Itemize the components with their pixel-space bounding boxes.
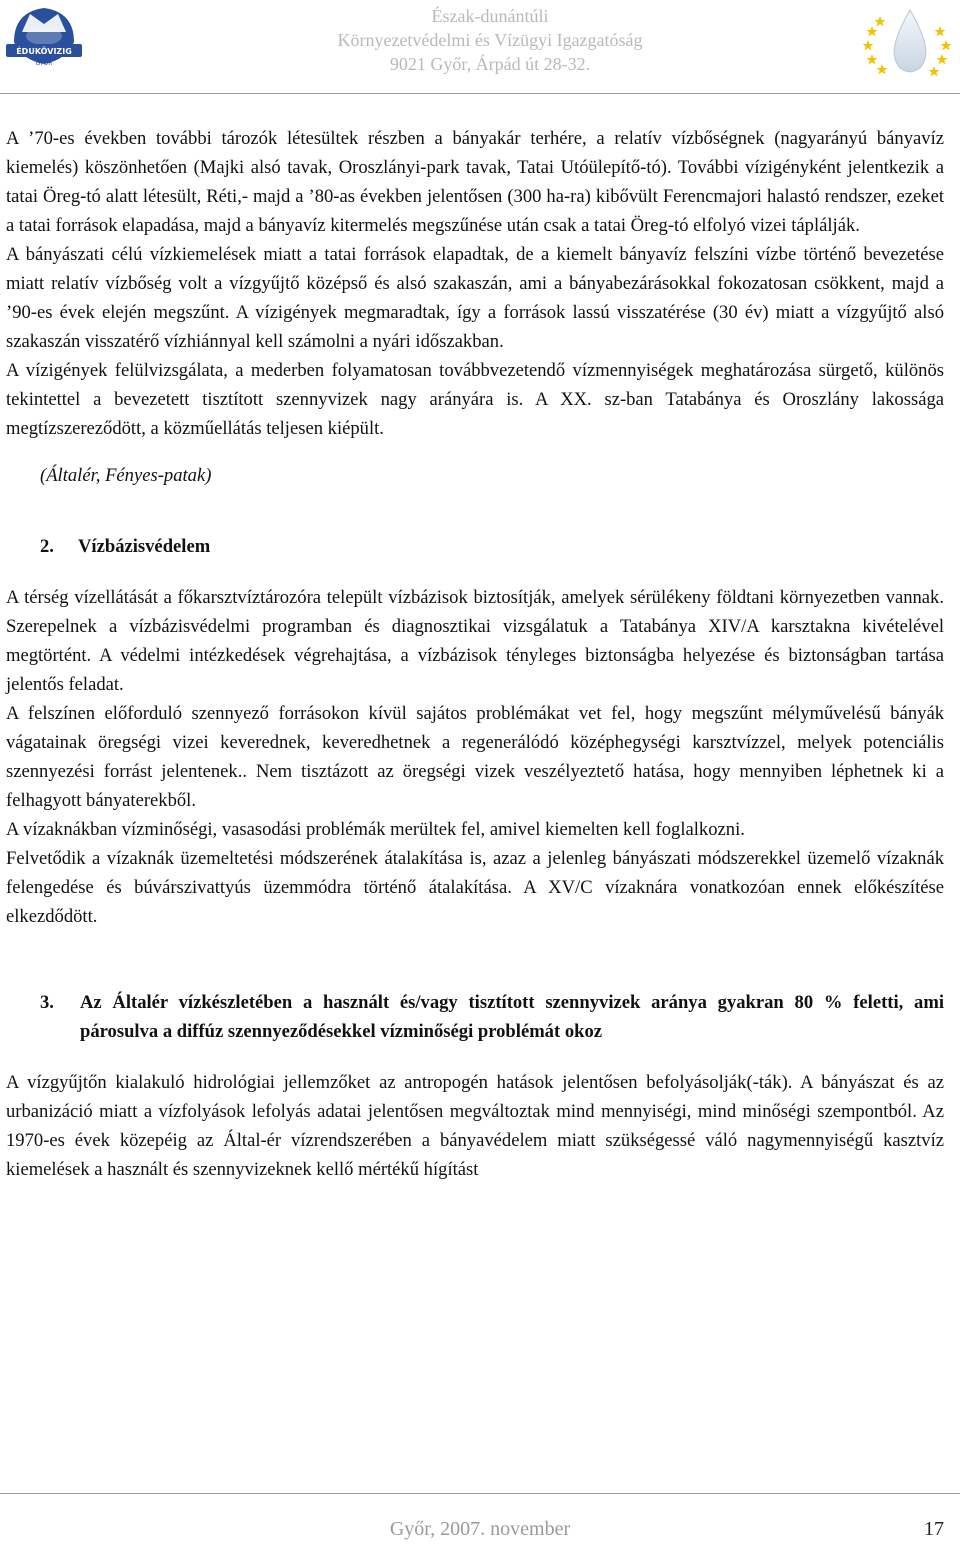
logo-text: ÉDUKÖVIZIG (16, 47, 72, 56)
footer-divider (0, 1493, 960, 1494)
section-heading-3 (6, 988, 944, 1046)
logo-city: GYŐR (35, 60, 53, 67)
paragraph: A vízigények felülvizsgálata, a mederben folyamatosan továbbvezetendő vízmennyiségek meghatározása sürgető, különös tekintettel a bevezetett tisztított szennyvizek nagy arányára is. A XX. sz-ban Tatabánya és Oroszlány lakossága megtízszereződött, a közműellátás teljesen kiépült. (6, 360, 944, 439)
section-number-wrap (6, 988, 80, 1046)
figure-caption: (Általér, Fényes-patak) (40, 465, 212, 486)
header-org-address: 9021 Győr, Árpád út 28-32. (389, 54, 591, 74)
page-number: 17 (924, 1518, 944, 1540)
paragraph: A felszínen előforduló szennyező forrásokon kívül sajátos problémákat vet fel, hogy megszűnt mélyművelésű bányák vágatainak öregségi vizei keverednek, keveredhetnek a regenerálódó középhegységi karsztvízzel, melyek potenciális szennyezési forrást jelentenek.. Nem tisztázott az öregségi vizek veszélyeztető hatása, hogy mennyiben léphetnek ki a felhagyott bányaterekből. (6, 703, 944, 811)
header-divider (0, 93, 960, 94)
paragraph: A térség vízellátását a főkarsztvíztározóra települt vízbázisok biztosítják, amelyek sérülékeny földtani környezetben vannak. Szerepelnek a vízbázisvédelmi programban és diagnosztikai vizsgálatuk a Tatabánya XIV/A karsztakna kivételével megtörtént. A védelmi intézkedések végrehajtása, a vízbázisok tényleges biztonságba helyezése és biztonságban tartása jelentős feladat. (6, 587, 944, 695)
section-heading-2 (40, 532, 944, 561)
header-org-subtitle: Környezetvédelmi és Vízügyi Igazgatóság (337, 30, 643, 50)
page-header (0, 0, 960, 96)
header-org-name: Észak-dunántúli (431, 6, 549, 26)
edukovizig-logo (4, 2, 84, 68)
paragraph: A ’70-es években további tározók létesültek részben a bányakár terhére, a relatív vízbőségnek (nagyarányú bányavíz kiemelés) köszönhetően (Majki alsó tavak, Oroszlányi-park tavak, Tatai Utóülepítő-tó). További vízigényként jelentkezik a tatai Öreg-tó alatt létesült, Réti,- majd a ’80-as években jelentősen (300 ha-ra) kibővült Ferencmajori halastó rendszer, ezeket a tatai források elapadása, majd a bányavíz kitermelés megszűnése után csak a tatai Öreg-tó elfolyó vizei táplálják. (6, 128, 944, 236)
paragraph: A vízgyűjtőn kialakuló hidrológiai jellemzőket az antropogén hatások jelentősen befolyásolják(-ták). A bányászat és az urbanizáció miatt a vízfolyások lefolyás adatai jelentősen megváltoztak mind mennyiségi, mind minőségi szempontból. Az 1970-es évek közepéig az Által-ér vízrendszerében a bányavédelem miatt szükségessé váló nagymennyiségű kasztvíz kiemelések a használt és szennyvizeknek kellő mértékű hígítást (6, 1072, 944, 1180)
paragraph: Felvetődik a vízaknák üzemeltetési módszerének átalakítása is, azaz a jelenleg bányászati módszerekkel üzemelő vízaknák felengedése és búvárszivattyús üzemmódra történő átalakítása. A XV/C vízaknára vonatkozóan ennek előkészítése elkezdődött. (6, 848, 944, 927)
section-title: Vízbázisvédelem (78, 536, 211, 557)
eu-water-drop-logo (858, 4, 958, 84)
document-body (6, 124, 944, 1184)
section-number: 2. (40, 536, 54, 557)
paragraph: A vízaknákban vízminőségi, vasasodási problémák merültek fel, amivel kiemelten kell foglalkozni. (6, 819, 745, 840)
section-title: Az Általér vízkészletében a használt és/vagy tisztított szennyvizek aránya gyakran 80 % feletti, ami párosulva a diffúz szennyeződésekkel vízminőségi problémát okoz (80, 992, 944, 1042)
paragraph: A bányászati célú vízkiemelések miatt a tatai források elapadtak, de a kiemelt bányavíz felszíni vízbe történő bevezetése miatt relatív vízbőség volt a vízgyűjtő középső és alsó szakaszán, ami a bányabezárásokkal fokozatosan csökkent, majd a ’90-es évek elején megszűnt. A vízigények megmaradtak, így a források lassú visszatérése (30 év) miatt a vízgyűjtő alsó szakaszán visszatérő vízhiánnyal kell számolni a nyári időszakban. (6, 244, 944, 352)
section-number: 3. (40, 992, 54, 1013)
footer-place-date: Győr, 2007. november (389, 1518, 571, 1540)
header-org-block (290, 4, 690, 76)
